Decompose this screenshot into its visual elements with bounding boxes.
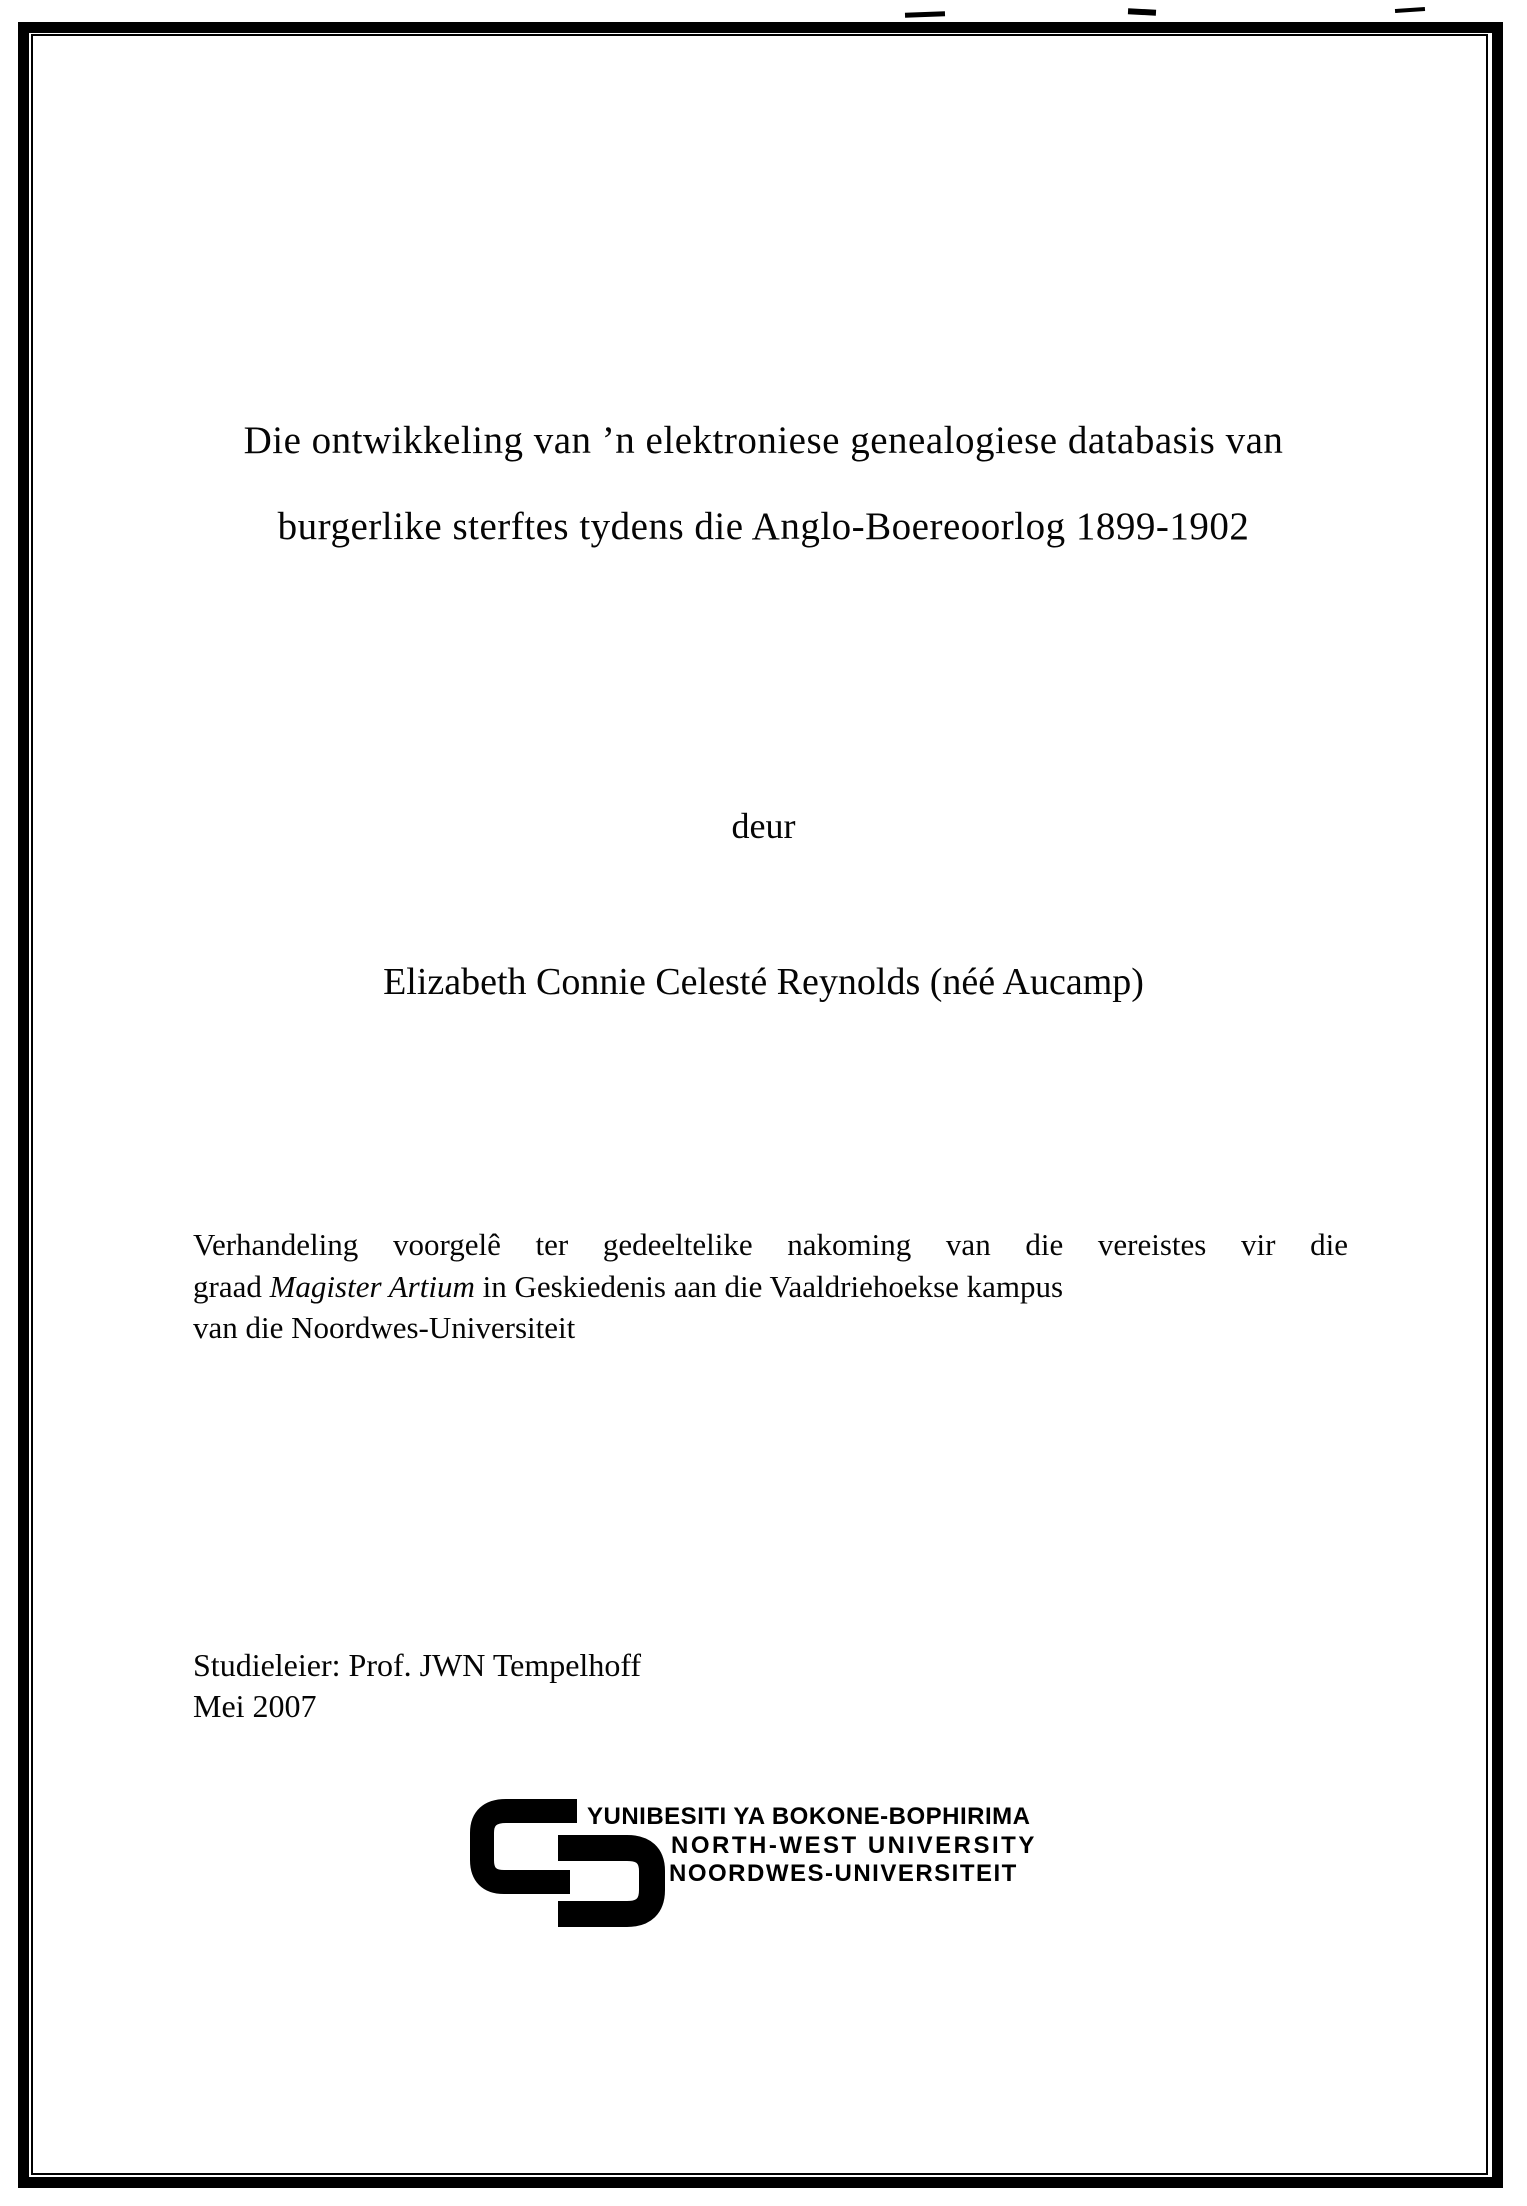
author-name: Elizabeth Connie Celesté Reynolds (néé Aucamp) [383,961,1144,1003]
degree-name: Magister Artium [269,1268,475,1304]
degree-suffix: in Geskiedenis aan die Vaaldriehoekse kampus [474,1268,1064,1304]
scan-artifact [905,11,945,17]
supervisor-block [193,1645,641,1727]
logo-text-afrikaans: NOORDWES-UNIVERSITEIT [669,1860,1018,1887]
supervisor-line: Studieleier: Prof. JWN Tempelhoff [193,1647,642,1683]
scan-artifact [1128,8,1156,15]
submission-note [193,1224,1348,1349]
thesis-title-line1: Die ontwikkeling van ’n elektroniese genealogiese databasis van [243,419,1284,462]
date-line: Mei 2007 [193,1688,317,1724]
thesis-title-line2: burgerlike sterftes tydens die Anglo-Boereoorlog 1899-1902 [277,505,1250,548]
submission-note-line3: van die Noordwes-Universiteit [193,1310,576,1345]
byline: deur [731,806,796,846]
logo-text-setswana: YUNIBESITI YA BOKONE-BOPHIRIMA [587,1803,1031,1830]
logo-text-english: NORTH-WEST UNIVERSITY [671,1832,1037,1859]
submission-note-line1: Verhandeling voorgelê ter gedeeltelike nakoming van die vereistes vir die [193,1227,1348,1262]
thesis-title [0,398,1527,570]
submission-note-line2 [193,1266,1348,1308]
degree-prefix: graad [193,1268,270,1304]
scan-artifact [1395,7,1425,13]
